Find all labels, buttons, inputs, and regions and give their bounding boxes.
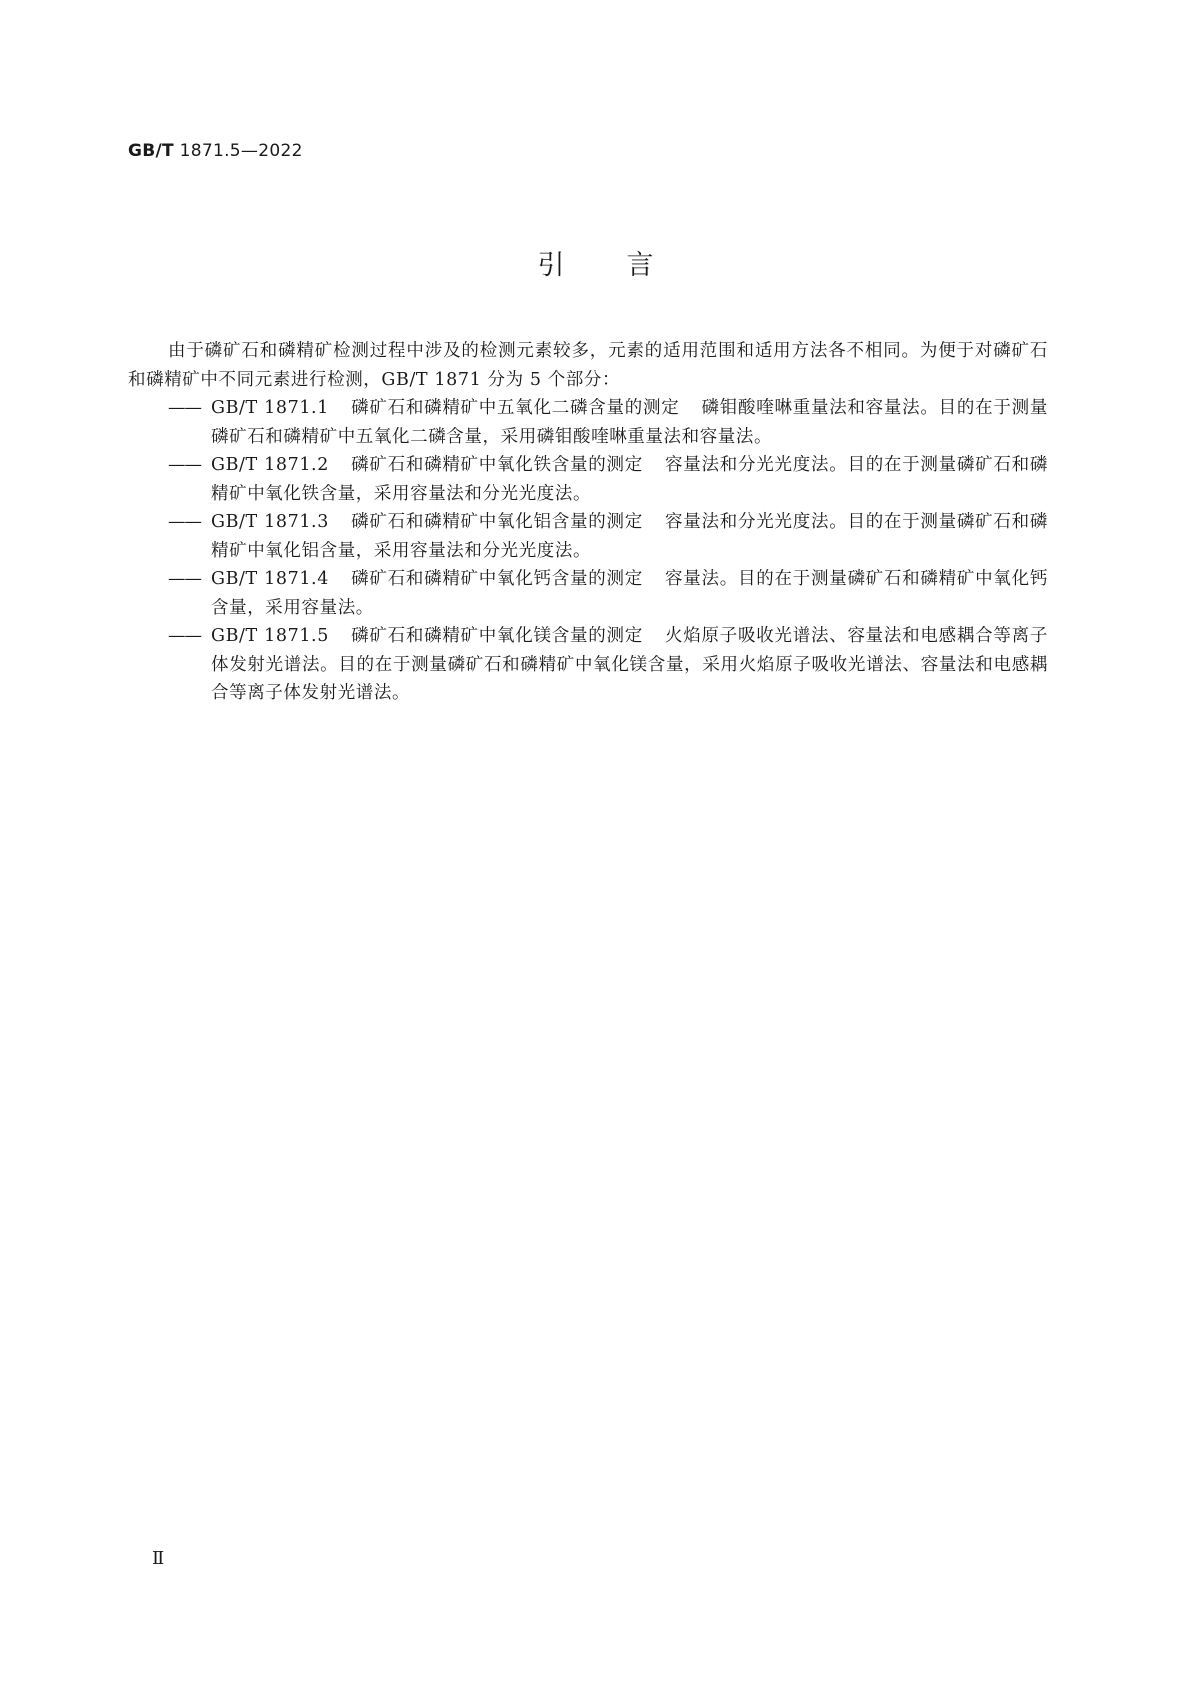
- part-item-1: [168, 394, 1048, 451]
- standard-number: 1871.5—2022: [179, 141, 303, 161]
- part-method: 容量法。: [665, 569, 738, 589]
- part-subject: 磷矿石和磷精矿中氧化铁含量的测定: [350, 455, 643, 475]
- part-code: GB/T 1871.2: [211, 455, 329, 475]
- part-item-4: [168, 565, 1048, 622]
- page-header: [128, 141, 303, 161]
- part-purpose: 目的在于测量磷矿石和磷精矿中氧化铁含量，采用容量法和分光光度法。: [211, 455, 1048, 504]
- part-code: GB/T 1871.4: [211, 569, 329, 589]
- page-title: 引言: [537, 250, 716, 281]
- part-method: 磷钼酸喹啉重量法和容量法。: [701, 398, 939, 418]
- part-purpose: 目的在于测量磷矿石和磷精矿中五氧化二磷含量，采用磷钼酸喹啉重量法和容量法。: [211, 398, 1048, 447]
- part-list: [168, 394, 1048, 708]
- introduction-body: [128, 337, 1048, 708]
- list-dash: ——: [168, 455, 201, 475]
- part-purpose: 目的在于测量磷矿石和磷精矿中氧化钙含量，采用容量法。: [211, 569, 1048, 618]
- part-subject: 磷矿石和磷精矿中氧化镁含量的测定: [350, 626, 643, 646]
- list-dash: ——: [168, 569, 201, 589]
- part-code: GB/T 1871.5: [211, 626, 329, 646]
- part-subject: 磷矿石和磷精矿中氧化钙含量的测定: [350, 569, 643, 589]
- list-dash: ——: [168, 626, 201, 646]
- part-method: 火焰原子吸收光谱法、容量法和电感耦合等离子体发射光谱法。: [211, 626, 1048, 675]
- part-subject: 磷矿石和磷精矿中五氧化二磷含量的测定: [350, 398, 680, 418]
- part-item-5: [168, 622, 1048, 708]
- part-subject: 磷矿石和磷精矿中氧化铝含量的测定: [350, 512, 643, 532]
- part-method: 容量法和分光光度法。: [665, 455, 848, 475]
- part-purpose: 目的在于测量磷矿石和磷精矿中氧化铝含量，采用容量法和分光光度法。: [211, 512, 1048, 561]
- part-item-3: [168, 508, 1048, 565]
- part-purpose: 目的在于测量磷矿石和磷精矿中氧化镁含量，采用火焰原子吸收光谱法、容量法和电感耦合等离子体发射光谱法。: [211, 654, 1048, 703]
- standard-prefix: GB/T: [128, 141, 174, 161]
- intro-paragraph: 由于磷矿石和磷精矿检测过程中涉及的检测元素较多，元素的适用范围和适用方法各不相同。为便于对磷矿石和磷精矿中不同元素进行检测，GB/T 1871 分为 5 个部分：: [128, 341, 1048, 390]
- part-code: GB/T 1871.3: [211, 512, 329, 532]
- list-dash: ——: [168, 512, 201, 532]
- part-item-2: [168, 451, 1048, 508]
- part-code: GB/T 1871.1: [211, 398, 329, 418]
- part-method: 容量法和分光光度法。: [665, 512, 848, 532]
- page-number: Ⅱ: [152, 1548, 165, 1569]
- list-dash: ——: [168, 398, 201, 418]
